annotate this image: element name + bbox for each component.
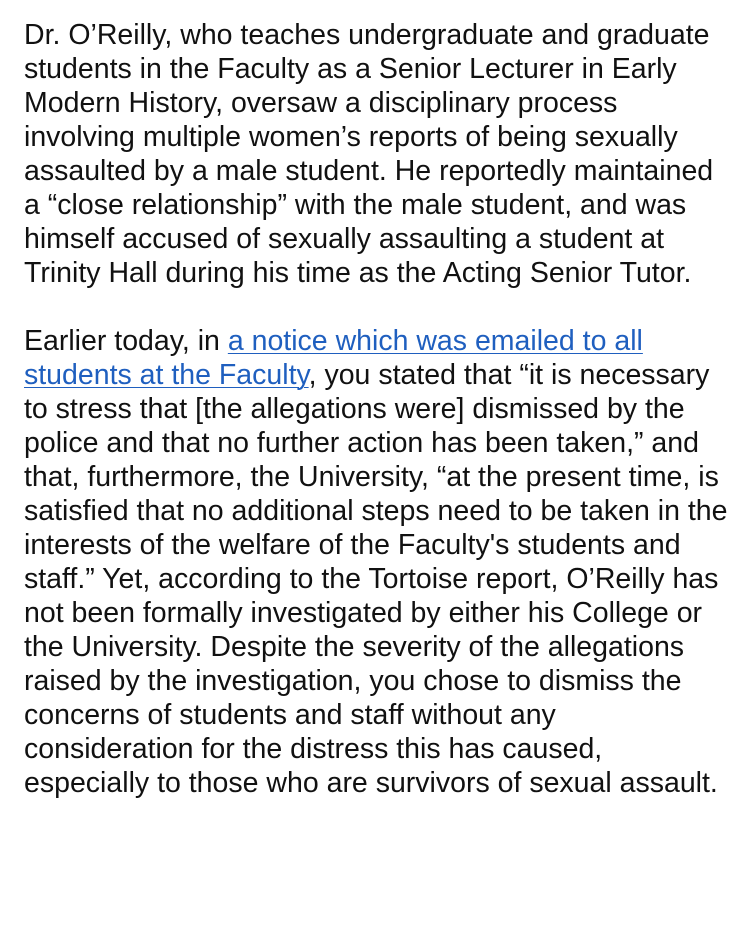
paragraph-1-text: Dr. O’Reilly, who teaches undergraduate and graduate students in the Faculty as a Senior Lecturer in Early Modern History, oversaw a disciplinary process involving multiple women’s reports of being sexually assaulted by a male student. He reportedly maintained a “close relationship” with the male student, and was himself accused of sexually assaulting a student at Trinity Hall during his time as the Acting Senior Tutor.	[24, 19, 714, 289]
faculty-notice-link[interactable]: a notice which was emailed to all students at the Faculty	[24, 325, 643, 391]
paragraph-faculty-notice	[24, 324, 730, 800]
paragraph-oreilly-background	[24, 18, 730, 290]
paragraph-2-body-text: , you stated that “it is necessary to stress that [the allegations were] dismissed by the police and that no further action has been taken,” and that, furthermore, the University, “at the present time, is satisfied that no additional steps need to be taken in the interests of the welfare of the Faculty's students and staff.” Yet, according to the Tortoise report, O’Reilly has not been formally investigated by either his College or the University. Despite the severity of the allegations raised by the investigation, you chose to dismiss the concerns of students and staff without any consideration for the distress this has caused, especially to those who are survivors of sexual assault.	[24, 359, 728, 799]
paragraph-2-lead-text: Earlier today, in	[24, 325, 228, 357]
